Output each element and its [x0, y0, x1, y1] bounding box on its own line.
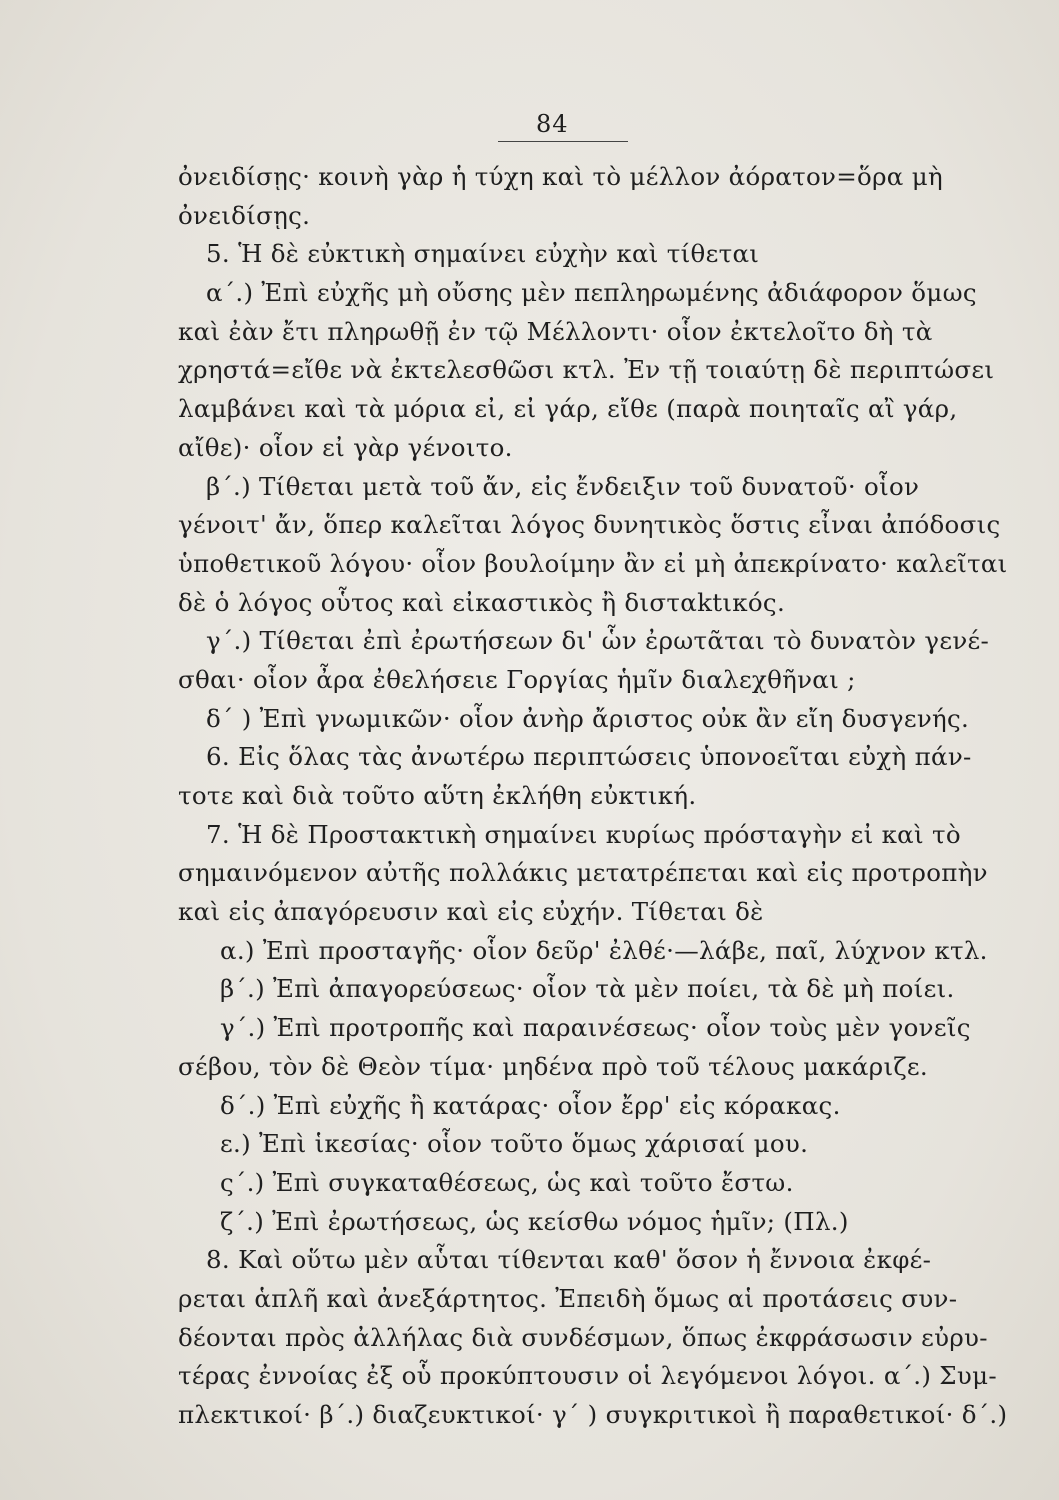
text-line: σημαινόμενον αὐτῆς πολλάκις μετατρέπεται καὶ εἰς προτροπὴν [178, 858, 988, 888]
text-line: γ΄.) Ἐπὶ προτροπῆς καὶ παραινέσεως· οἷον τοὺς μὲν γονεῖς [220, 1013, 971, 1043]
page-number: 84 [536, 110, 569, 138]
text-line: ὑποθετικοῦ λόγου· οἷον βουλοίμην ἂν εἰ μὴ ἀπεκρίνατο· καλεῖται [178, 548, 1008, 578]
text-line: α.) Ἐπὶ προσταγῆς· οἷον δεῦρ' ἐλθέ·—λάβε, παῖ, λύχνον κτλ. [220, 935, 988, 965]
text-line: τοτε καὶ διὰ τοῦτο αὕτη ἐκλήθη εὐκτική. [178, 781, 697, 810]
body-text [178, 158, 1008, 1435]
text-line: δέονται πρὸς ἀλλήλας διὰ συνδέσμων, ὅπως ἐκφράσωσιν εὐρυ- [178, 1322, 988, 1352]
text-line: σέβου, τὸν δὲ Θεὸν τίμα· μηδένα πρὸ τοῦ τέλους μακάριζε. [178, 1051, 929, 1081]
text-line: γ΄.) Τίθεται ἐπὶ ἐρωτήσεων δι' ὧν ἐρωτᾶται τὸ δυνατὸν γενέ- [206, 626, 990, 656]
text-line: 6. Εἰς ὅλας τὰς ἀνωτέρω περιπτώσεις ὑπονοεῖται εὐχὴ πάν- [206, 742, 972, 772]
text-line: σθαι· οἷον ἆρα ἐθελήσειε Γοργίας ἡμῖν διαλεχθῆναι ; [178, 664, 856, 694]
text-line: 7. Ἡ δὲ Προστακτικὴ σημαίνει κυρίως πρόσταγὴν εἰ καὶ τὸ [206, 819, 961, 849]
text-line: καὶ ἐὰν ἔτι πληρωθῇ ἐν τῷ Μέλλοντι· οἷον ἐκτελοῖτο δὴ τὰ [178, 316, 933, 346]
text-line: δ΄ ) Ἐπὶ γνωμικῶν· οἷον ἀνὴρ ἄριστος οὐκ ἂν εἴη δυσγενής. [206, 703, 970, 733]
text-line: ζ΄.) Ἐπὶ ἐρωτήσεως, ὡς κείσθω νόμος ἡμῖν; (Πλ.) [220, 1206, 849, 1236]
text-line: α΄.) Ἐπὶ εὐχῆς μὴ οὔσης μὲν πεπληρωμένης ἀδιάφορον ὅμως [206, 278, 977, 308]
text-line: ὀνειδίσῃς. [178, 200, 311, 230]
text-line: γένοιτ' ἄν, ὅπερ καλεῖται λόγος δυνητικὸς ὅστις εἶναι ἀπόδοσις [178, 510, 1001, 540]
text-line: β΄.) Ἐπὶ ἀπαγορεύσεως· οἷον τὰ μὲν ποίει, τὰ δὲ μὴ ποίει. [220, 974, 955, 1004]
text-line: τέρας ἐννοίας ἐξ οὗ προκύπτουσιν οἱ λεγόμενοι λόγοι. α΄.) Συμ- [178, 1361, 997, 1391]
text-line: 5. Ἡ δὲ εὐκτικὴ σημαίνει εὐχὴν καὶ τίθεται [206, 239, 760, 269]
text-line: β΄.) Τίθεται μετὰ τοῦ ἄν, εἰς ἔνδειξιν τοῦ δυνατοῦ· οἷον [206, 471, 920, 501]
text-line: ὀνειδίσῃς· κοινὴ γὰρ ἡ τύχη καὶ τὸ μέλλον ἀόρατον=ὅρα μὴ [178, 162, 943, 191]
text-line: καὶ εἰς ἀπαγόρευσιν καὶ εἰς εὐχήν. Τίθεται δὲ [178, 897, 764, 927]
text-line: πλεκτικοί· β΄.) διαζευκτικοί· γ΄ ) συγκριτικοὶ ἢ παραθετικοί· δ΄.) [178, 1400, 1008, 1429]
text-line: 8. Καὶ οὕτω μὲν αὗται τίθενται καθ' ὅσον ἡ ἔννοια ἐκφέ- [206, 1245, 932, 1275]
page-number-rule [498, 141, 628, 142]
text-line: αἴθε)· οἷον εἰ γὰρ γένοιτο. [178, 432, 513, 462]
text-line: δὲ ὁ λόγος οὗτος καὶ εἰκαστικὸς ἢ δισταktικός. [178, 587, 786, 617]
text-line: λαμβάνει καὶ τὰ μόρια εἰ, εἰ γάρ, εἴθε (παρὰ ποιηταῖς αἲ γάρ, [178, 394, 958, 424]
text-line: χρηστά=εἴθε νὰ ἐκτελεσθῶσι κτλ. Ἐν τῇ τοιαύτῃ δὲ περιπτώσει [178, 355, 995, 385]
text-line: ρεται ἁπλῆ καὶ ἀνεξάρτητος. Ἐπειδὴ ὅμως αἱ προτάσεις συν- [178, 1283, 958, 1313]
text-line: δ΄.) Ἐπὶ εὐχῆς ἢ κατάρας· οἷον ἔρρ' εἰς κόρακας. [220, 1090, 841, 1120]
text-line: ς΄.) Ἐπὶ συγκαταθέσεως, ὡς καὶ τοῦτο ἔστω. [220, 1167, 794, 1197]
text-line: ε.) Ἐπὶ ἱκεσίας· οἷον τοῦτο ὅμως χάρισαί μου. [220, 1129, 809, 1159]
